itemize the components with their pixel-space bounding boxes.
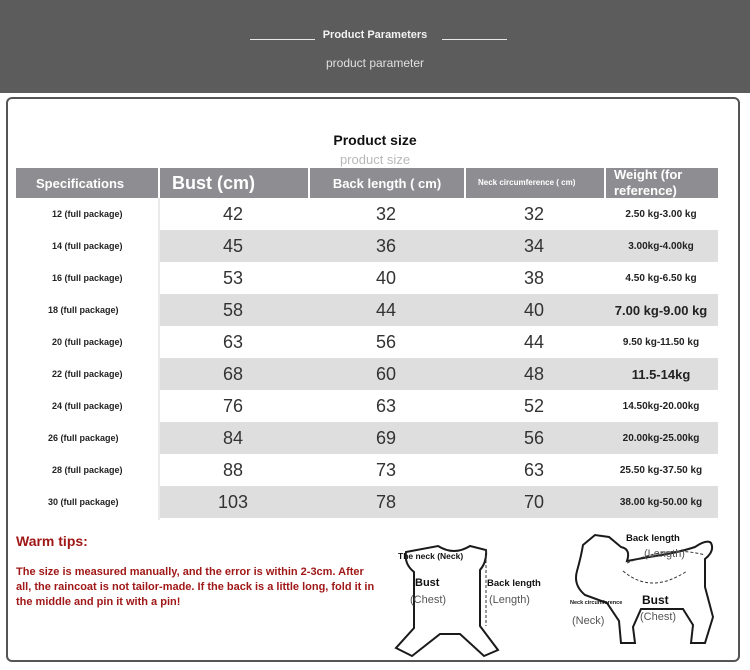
neck-cell: 40 [523, 299, 545, 320]
weight-cell: 25.50 kg-37.50 kg [619, 464, 703, 476]
column-divider [158, 198, 160, 520]
weight-cell: 11.5-14kg [631, 366, 691, 382]
table-row [16, 294, 718, 326]
bust-cell: 42 [222, 203, 244, 224]
neck-cell: 32 [523, 203, 545, 224]
neck-cell: 52 [523, 395, 545, 416]
size-table [16, 168, 718, 518]
weight-cell: 4.50 kg-6.50 kg [625, 272, 697, 284]
spec-cell: 28 (full package) [16, 454, 158, 486]
back-length-cell: 63 [375, 395, 397, 416]
banner-title: Product Parameters [322, 29, 428, 41]
header-weight: Weight (for reference) [604, 168, 718, 198]
bust-cell: 45 [222, 235, 244, 256]
coat-back-label: Back length [487, 578, 541, 589]
bust-cell: 88 [222, 459, 244, 480]
bust-cell: 58 [222, 299, 244, 320]
neck-cell: 48 [523, 363, 545, 384]
size-title: Product size [333, 132, 417, 148]
spec-cell: 12 (full package) [16, 198, 158, 230]
neck-cell: 56 [523, 427, 545, 448]
dog-diagram [565, 525, 737, 660]
bust-cell: 63 [222, 331, 244, 352]
header-neck: Neck circumference ( cm) [464, 168, 604, 198]
header-banner [0, 0, 750, 93]
spec-cell: 14 (full package) [16, 230, 158, 262]
weight-cell: 3.00kg-4.00kg [628, 240, 694, 252]
bust-cell: 76 [222, 395, 244, 416]
banner-right-line [442, 39, 507, 40]
neck-cell: 44 [523, 331, 545, 352]
neck-cell: 34 [523, 235, 545, 256]
weight-cell: 2.50 kg-3.00 kg [625, 208, 697, 220]
back-length-cell: 32 [375, 203, 397, 224]
table-row [16, 262, 718, 294]
table-row [16, 422, 718, 454]
bust-cell: 84 [222, 427, 244, 448]
spec-cell: 16 (full package) [16, 262, 158, 294]
coat-neck-label: The neck (Neck) [398, 551, 464, 561]
table-row [16, 390, 718, 422]
table-row [16, 198, 718, 230]
table-body [16, 198, 718, 518]
spec-cell: 26 (full package) [16, 422, 158, 454]
spec-cell: 22 (full package) [16, 358, 158, 390]
header-bust: Bust (cm) [158, 168, 308, 198]
size-subtitle: product size [339, 152, 411, 167]
neck-cell: 63 [523, 459, 545, 480]
dog-back-label: Back length [626, 533, 680, 544]
warm-tips-text: The size is measured manually, and the error is within 2-3cm. After all, the raincoat is not tailor-made. If the back is a little long, fold it in the middle and pin it with a pin! [16, 566, 375, 608]
neck-cell: 70 [523, 491, 545, 512]
dog-neck-small-label: Neck circumference [570, 600, 623, 606]
back-length-cell: 60 [375, 363, 397, 384]
back-length-cell: 69 [375, 427, 397, 448]
coat-length-label: (Length) [489, 594, 530, 606]
back-length-cell: 40 [375, 267, 397, 288]
spec-cell: 24 (full package) [16, 390, 158, 422]
weight-cell: 38.00 kg-50.00 kg [619, 496, 703, 508]
back-length-cell: 36 [375, 235, 397, 256]
weight-cell: 14.50kg-20.00kg [622, 400, 700, 412]
coat-chest-label: (Chest) [410, 594, 447, 606]
dog-neck-label: (Neck) [572, 615, 605, 627]
weight-cell: 20.00kg-25.00kg [622, 432, 700, 444]
neck-cell: 38 [523, 267, 545, 288]
dog-bust-label: Bust [642, 593, 669, 607]
weight-cell: 7.00 kg-9.00 kg [614, 302, 708, 318]
bust-cell: 68 [222, 363, 244, 384]
header-back-length: Back length ( cm) [308, 168, 464, 198]
bust-cell: 103 [217, 491, 249, 512]
dog-length-label: (Length) [644, 548, 685, 560]
coat-bust-label: Bust [415, 577, 440, 589]
back-length-cell: 44 [375, 299, 397, 320]
table-header [16, 168, 718, 198]
header-spec: Specifications [36, 175, 125, 191]
spec-cell: 30 (full package) [16, 486, 158, 518]
table-row [16, 326, 718, 358]
dog-chest-label: (Chest) [640, 611, 677, 623]
raincoat-diagram [376, 530, 556, 660]
back-length-cell: 73 [375, 459, 397, 480]
table-row [16, 486, 718, 518]
banner-subtitle: product parameter [325, 56, 425, 70]
spec-cell: 20 (full package) [16, 326, 158, 358]
back-length-cell: 78 [375, 491, 397, 512]
table-row [16, 358, 718, 390]
bust-cell: 53 [222, 267, 244, 288]
weight-cell: 9.50 kg-11.50 kg [622, 336, 700, 348]
table-row [16, 230, 718, 262]
warm-tips-title: Warm tips: [16, 533, 88, 549]
spec-cell: 18 (full package) [16, 294, 158, 326]
back-length-cell: 56 [375, 331, 397, 352]
table-row [16, 454, 718, 486]
